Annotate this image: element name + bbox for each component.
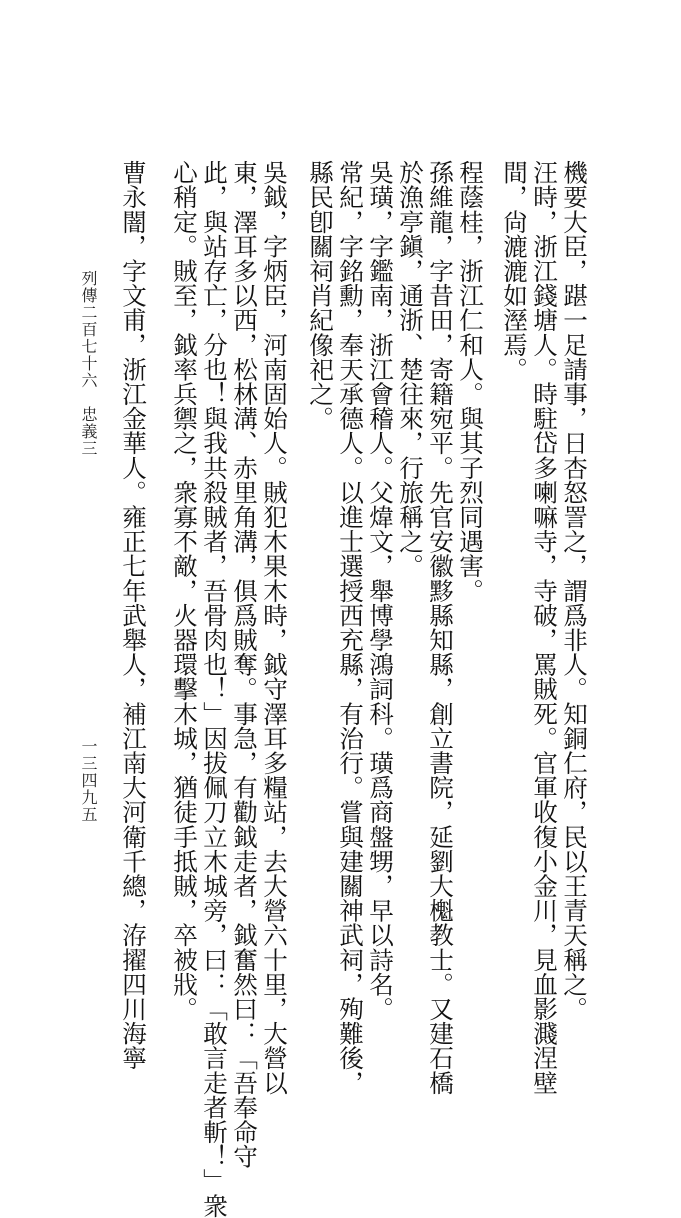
text-column-7: 吳璜，字鑑南，浙江會稽人。父煒文，舉博學鴻詞科。璜爲商盤甥，早以詩名。 — [366, 160, 395, 1021]
text-column-2: 汪時，浙江錢塘人。時駐岱多喇嘛寺，寺破，罵賊死。官軍收復小金川，見血影濺涅壁 — [530, 160, 559, 1095]
text-column-1: 機要大臣，踸一足請事，日杏怒詈之，謂爲非人。知銅仁府，民以王青天稱之。 — [560, 160, 589, 1021]
text-column-13: 心稍定。賊至，鉞率兵禦之，衆寡不敵，火器環擊木城，猶徒手抵賊，卒被戕。 — [170, 160, 199, 1021]
text-column-4: 程蔭桂，浙江仁和人。與其子烈同遇害。 — [456, 160, 485, 603]
text-column-8: 常紀，字銘勳，奉天承德人。以進士選授西充縣，有治行。嘗與建關神武祠，殉難後， — [336, 160, 365, 1095]
text-column-14: 曹永闇，字文甫，浙江金華人。雍正七年武舉人，補江南大河衛千總，洊擢四川海寧 — [119, 160, 148, 1071]
page-number: 一三四九五 — [79, 738, 98, 823]
text-column-3: 間，尙漉漉如溼焉。 — [500, 160, 529, 382]
text-column-12: 此，與站存亡，分也！與我共殺賊者，吾骨肉也！」因拔佩刀立木城旁，曰：「敢言走者斬！」衆 — [200, 160, 229, 1218]
text-column-11: 東，澤耳多以西，松林溝、赤里角溝，俱爲賊奪。事急，有勸鉞走者，鉞奮然曰：「吾奉命守 — [230, 160, 259, 1169]
text-column-5: 孫維龍，字昔田，寄籍宛平。先官安徽黟縣知縣，創立書院，延劉大櫆教士。又建石橋 — [426, 160, 455, 1095]
text-column-6: 於漁亭鎭，通浙、楚往來，行旅稱之。 — [396, 160, 425, 579]
running-title: 列傳二百七十六 忠義三 — [79, 270, 98, 457]
text-column-9: 縣民卽關祠肖紀像祀之。 — [306, 160, 335, 431]
text-column-10: 吳鉞，字炳臣，河南固始人。賊犯木果木時，鉞守澤耳多糧站，去大營六十里，大營以 — [260, 160, 289, 1095]
